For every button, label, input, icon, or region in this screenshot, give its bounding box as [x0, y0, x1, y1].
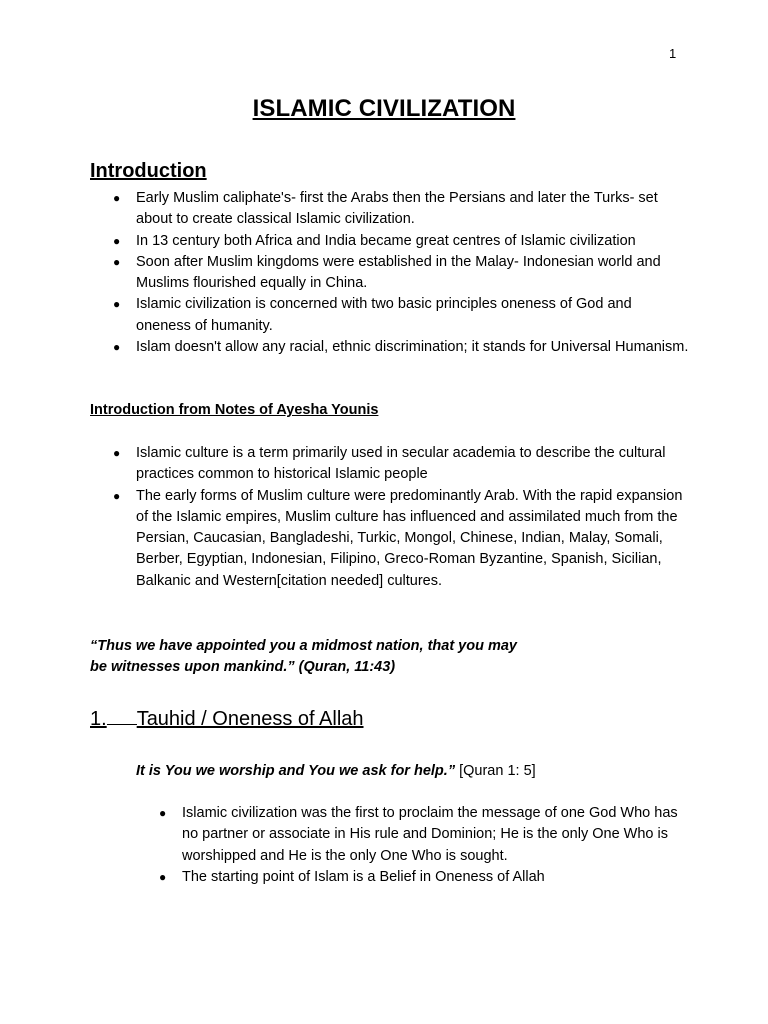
tauhid-list — [136, 803, 696, 888]
list-item — [136, 867, 696, 888]
introduction-list — [90, 188, 690, 358]
list-item — [90, 443, 690, 486]
bullet-dot-icon: ● — [113, 254, 121, 269]
bullet-dot-icon: ● — [113, 488, 121, 503]
list-item-text: In 13 century both Africa and India became great centres of Islamic civilization — [136, 232, 636, 249]
section-quote — [136, 761, 536, 782]
list-item — [90, 294, 690, 337]
section-title: Tauhid / Oneness of Allah — [136, 708, 364, 730]
list-item — [90, 231, 690, 252]
list-item-text: The early forms of Muslim culture were predominantly Arab. With the rapid expansion of the Islamic empires, Muslim culture has influenced and assimilated much from the Persian, Caucasian, Bangladeshi, Turkic, Mongol, Chinese, Indian, Malay, Somali, Berber, Egyptian, Indonesian, Filipino, Greco-Roman Byzantine, Spanish, Sicilian, Balkanic and Western[citation needed] cultures. — [136, 487, 683, 589]
notes-list — [90, 443, 690, 592]
list-item-text: Islamic civilization was the first to proclaim the message of one God Who has no partner or associate in His rule and Dominion; He is the only One Who is worshipped and He is the only One Who is sought. — [182, 805, 678, 864]
list-item — [90, 188, 690, 231]
bullet-dot-icon: ● — [113, 233, 121, 248]
list-item-text: Soon after Muslim kingdoms were established in the Malay- Indonesian world and Muslims flourished equally in China. — [136, 253, 661, 292]
bullet-dot-icon: ● — [113, 297, 121, 312]
quote-line: “Thus we have appointed you a midmost nation, that you may — [90, 638, 517, 654]
introduction-heading: Introduction — [90, 160, 207, 182]
list-item-text: Islamic civilization is concerned with two basic principles oneness of God and oneness of humanity. — [136, 296, 632, 334]
bullet-dot-icon: ● — [113, 191, 121, 205]
list-item-text: Early Muslim caliphate's- first the Arabs then the Persians and later the Turks- set about to create classical Islamic civilization. — [136, 190, 658, 228]
section-quote-ref: [Quran 1: 5] — [455, 763, 536, 779]
list-item-text: Islamic culture is a term primarily used in secular academia to describe the cultural practices common to historical Islamic people — [136, 445, 666, 483]
notes-heading: Introduction from Notes of Ayesha Younis — [90, 402, 379, 418]
bullet-dot-icon: ● — [113, 340, 121, 355]
list-item — [90, 337, 690, 358]
section-number: 1. — [90, 708, 107, 730]
underline-spacer — [107, 707, 137, 725]
section-quote-text: It is You we worship and You we ask for help.” — [136, 763, 456, 779]
bullet-dot-icon: ● — [113, 446, 121, 460]
list-item-text: Islam doesn't allow any racial, ethnic discrimination; it stands for Universal Humanism. — [136, 339, 689, 356]
section-heading-tauhid — [90, 707, 364, 731]
page-number: 1 — [669, 46, 677, 61]
bullet-dot-icon: ● — [159, 869, 167, 884]
list-item — [90, 252, 690, 295]
page-title: ISLAMIC CIVILIZATION — [252, 95, 516, 122]
quote-line: be witnesses upon mankind.” (Quran, 11:43) — [90, 659, 396, 676]
list-item — [90, 486, 690, 592]
list-item-text: The starting point of Islam is a Belief in Oneness of Allah — [182, 868, 545, 885]
bullet-dot-icon: ● — [159, 806, 167, 820]
quran-quote — [90, 636, 610, 679]
list-item — [136, 803, 696, 867]
